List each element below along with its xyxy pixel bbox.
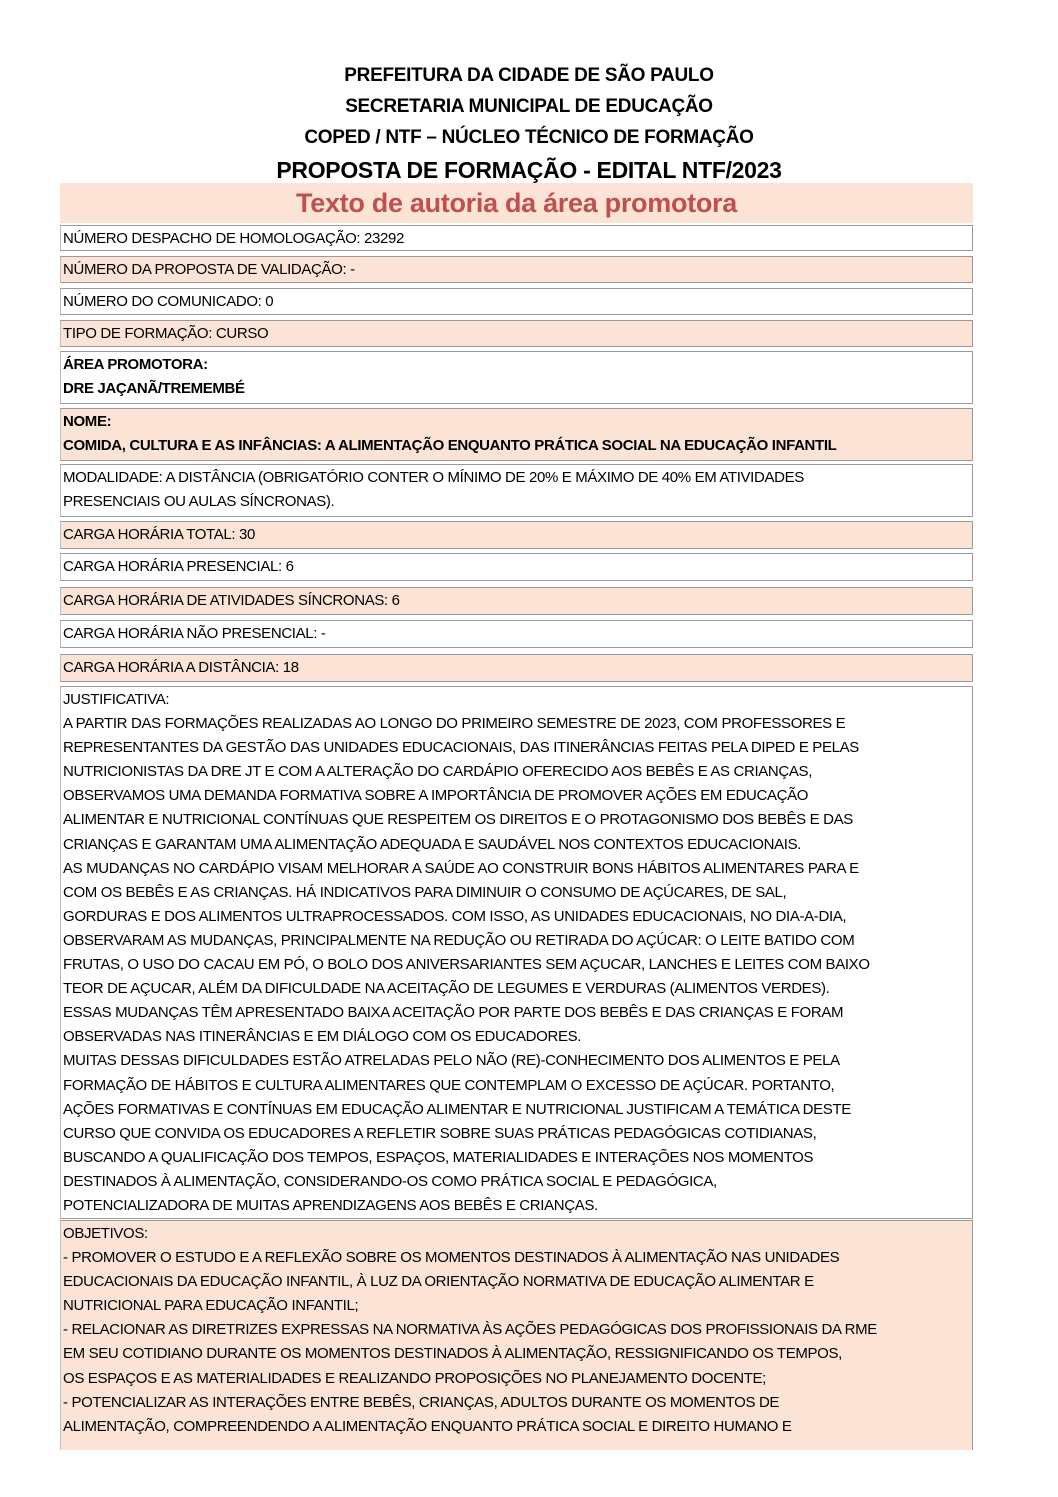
justificativa-line: TEOR DE AÇUCAR, ALÉM DA DIFICULDADE NA ACEITAÇÃO DE LEGUMES E VERDURAS (ALIMENTOS VERDES).: [63, 980, 830, 998]
area-label: ÁREA PROMOTORA:: [63, 356, 208, 373]
justificativa-line: A PARTIR DAS FORMAÇÕES REALIZADAS AO LONGO DO PRIMEIRO SEMESTRE DE 2023, COM PROFESSORES E: [63, 715, 846, 733]
header-prefeitura: PREFEITURA DA CIDADE DE SÃO PAULO: [344, 65, 714, 86]
section-band: Texto de autoria da área promotora: [60, 183, 973, 223]
header-coped: COPED / NTF – NÚCLEO TÉCNICO DE FORMAÇÃO: [304, 127, 754, 148]
justificativa-line: CRIANÇAS E GARANTAM UMA ALIMENTAÇÃO ADEQUADA E SAUDÁVEL NOS CONTEXTOS EDUCACIONAIS.: [63, 835, 802, 853]
justificativa-line: BUSCANDO A QUALIFICAÇÃO DOS TEMPOS, ESPAÇOS, MATERIALIDADES E INTERAÇÕES NOS MOMENTOS: [63, 1148, 814, 1166]
justificativa-line: JUSTIFICATIVA:: [63, 691, 170, 708]
objetivos-line: - PROMOVER O ESTUDO E A REFLEXÃO SOBRE OS MOMENTOS DESTINADOS À ALIMENTAÇÃO NAS UNIDADES: [63, 1249, 840, 1267]
field-area-promotora: [60, 351, 973, 404]
field-ch-distancia: CARGA HORÁRIA A DISTÂNCIA: 18: [60, 654, 973, 682]
objetivos-line: EDUCACIONAIS DA EDUCAÇÃO INFANTIL, À LUZ DA ORIENTAÇÃO NORMATIVA DE EDUCAÇÃO ALIMENTAR E: [63, 1273, 814, 1291]
nome-label: NOME:: [63, 413, 112, 430]
justificativa-line: FRUTAS, O USO DO CACAU EM PÓ, O BOLO DOS ANIVERSARIANTES SEM AÇUCAR, LANCHES E LEITES COM BAIXO: [63, 956, 870, 974]
justificativa-line: NUTRICIONISTAS DA DRE JT E COM A ALTERAÇÃO DO CARDÁPIO OFERECIDO AOS BEBÊS E AS CRIANÇAS,: [63, 763, 813, 781]
field-modalidade: [60, 464, 973, 517]
justificativa-line: POTENCIALIZADORA DE MUITAS APRENDIZAGENS AOS BEBÊS E CRIANÇAS.: [63, 1196, 598, 1214]
justificativa-line: OBSERVAMOS UMA DEMANDA FORMATIVA SOBRE A IMPORTÂNCIA DE PROMOVER AÇÕES EM EDUCAÇÃO: [63, 787, 809, 805]
header-secretaria: SECRETARIA MUNICIPAL DE EDUCAÇÃO: [345, 96, 713, 117]
field-ch-total: CARGA HORÁRIA TOTAL: 30: [60, 521, 973, 549]
justificativa-line: GORDURAS E DOS ALIMENTOS ULTRAPROCESSADOS. COM ISSO, AS UNIDADES EDUCACIONAIS, NO DIA-A-DIA,: [63, 907, 847, 925]
field-ch-presencial: CARGA HORÁRIA PRESENCIAL: 6: [60, 553, 973, 581]
objetivos-line: OBJETIVOS:: [63, 1225, 148, 1242]
justificativa-line: COM OS BEBÊS E AS CRIANÇAS. HÁ INDICATIVOS PARA DIMINUIR O CONSUMO DE AÇÚCARES, DE SAL,: [63, 883, 787, 901]
justificativa-line: FORMAÇÃO DE HÁBITOS E CULTURA ALIMENTARES QUE CONTEMPLAM O EXCESSO DE AÇÚCAR. PORTANTO,: [63, 1076, 835, 1094]
justificativa-line: ESSAS MUDANÇAS TÊM APRESENTADO BAIXA ACEITAÇÃO POR PARTE DOS BEBÊS E DAS CRIANÇAS E FORAM: [63, 1004, 844, 1022]
area-value: DRE JAÇANÃ/TREMEMBÉ: [63, 380, 245, 397]
objetivos-line: OS ESPAÇOS E AS MATERIALIDADES E REALIZANDO PROPOSIÇÕES NO PLANEJAMENTO DOCENTE;: [63, 1369, 767, 1387]
field-nome: [60, 408, 973, 461]
justificativa-line: OBSERVARAM AS MUDANÇAS, PRINCIPALMENTE NA REDUÇÃO OU RETIRADA DO AÇÚCAR: O LEITE BATIDO COM: [63, 931, 855, 949]
objetivos-line: NUTRICIONAL PARA EDUCAÇÃO INFANTIL;: [63, 1297, 359, 1315]
justificativa-line: DESTINADOS À ALIMENTAÇÃO, CONSIDERANDO-OS COMO PRÁTICA SOCIAL E PEDAGÓGICA,: [63, 1172, 717, 1190]
justificativa-line: AÇÕES FORMATIVAS E CONTÍNUAS EM EDUCAÇÃO ALIMENTAR E NUTRICIONAL JUSTIFICAM A TEMÁTICA DESTE: [63, 1100, 851, 1118]
justificativa-line: CURSO QUE CONVIDA OS EDUCADORES A REFLETIR SOBRE SUAS PRÁTICAS PEDAGÓGICAS COTIDIANAS,: [63, 1124, 817, 1142]
justificativa-line: MUITAS DESSAS DIFICULDADES ESTÃO ATRELADAS PELO NÃO (RE)-CONHECIMENTO DOS ALIMENTOS E PELA: [63, 1052, 840, 1070]
field-justificativa: [60, 686, 973, 1219]
justificativa-line: REPRESENTANTES DA GESTÃO DAS UNIDADES EDUCACIONAIS, DAS ITINERÂNCIAS FEITAS PELA DIPED E PELAS: [63, 739, 859, 757]
objetivos-line: - POTENCIALIZAR AS INTERAÇÕES ENTRE BEBÊS, CRIANÇAS, ADULTOS DURANTE OS MOMENTOS DE: [63, 1393, 780, 1411]
document-title: PROPOSTA DE FORMAÇÃO - EDITAL NTF/2023: [276, 157, 782, 183]
field-validacao: NÚMERO DA PROPOSTA DE VALIDAÇÃO: -: [60, 256, 973, 283]
justificativa-line: OBSERVADAS NAS ITINERÂNCIAS E EM DIÁLOGO COM OS EDUCADORES.: [63, 1028, 582, 1046]
objetivos-line: EM SEU COTIDIANO DURANTE OS MOMENTOS DESTINADOS À ALIMENTAÇÃO, RESSIGNIFICANDO OS TEMPOS,: [63, 1345, 842, 1363]
modalidade-line: PRESENCIAIS OU AULAS SÍNCRONAS).: [63, 493, 335, 510]
field-comunicado: NÚMERO DO COMUNICADO: 0: [60, 288, 973, 315]
field-despacho: NÚMERO DESPACHO DE HOMOLOGAÇÃO: 23292: [60, 225, 973, 251]
field-ch-sincronas: CARGA HORÁRIA DE ATIVIDADES SÍNCRONAS: 6: [60, 587, 973, 615]
justificativa-line: AS MUDANÇAS NO CARDÁPIO VISAM MELHORAR A SAÚDE AO CONSTRUIR BONS HÁBITOS ALIMENTARES PARA E: [63, 859, 859, 877]
modalidade-line: MODALIDADE: A DISTÂNCIA (OBRIGATÓRIO CONTER O MÍNIMO DE 20% E MÁXIMO DE 40% EM ATIVIDADES: [63, 469, 804, 486]
field-tipo: TIPO DE FORMAÇÃO: CURSO: [60, 320, 973, 347]
nome-value: COMIDA, CULTURA E AS INFÂNCIAS: A ALIMENTAÇÃO ENQUANTO PRÁTICA SOCIAL NA EDUCAÇÃO INFANTIL: [63, 437, 837, 454]
field-ch-nao-presencial: CARGA HORÁRIA NÃO PRESENCIAL: -: [60, 620, 973, 648]
objetivos-line: - RELACIONAR AS DIRETRIZES EXPRESSAS NA NORMATIVA ÀS AÇÕES PEDAGÓGICAS DOS PROFISSIONAIS DA RME: [63, 1321, 877, 1339]
justificativa-line: ALIMENTAR E NUTRICIONAL CONTÍNUAS QUE RESPEITEM OS DIREITOS E O PROTAGONISMO DOS BEBÊS E DAS: [63, 811, 853, 829]
objetivos-line: ALIMENTAÇÃO, COMPREENDENDO A ALIMENTAÇÃO ENQUANTO PRÁTICA SOCIAL E DIREITO HUMANO E: [63, 1417, 792, 1435]
field-objetivos: [60, 1220, 973, 1450]
